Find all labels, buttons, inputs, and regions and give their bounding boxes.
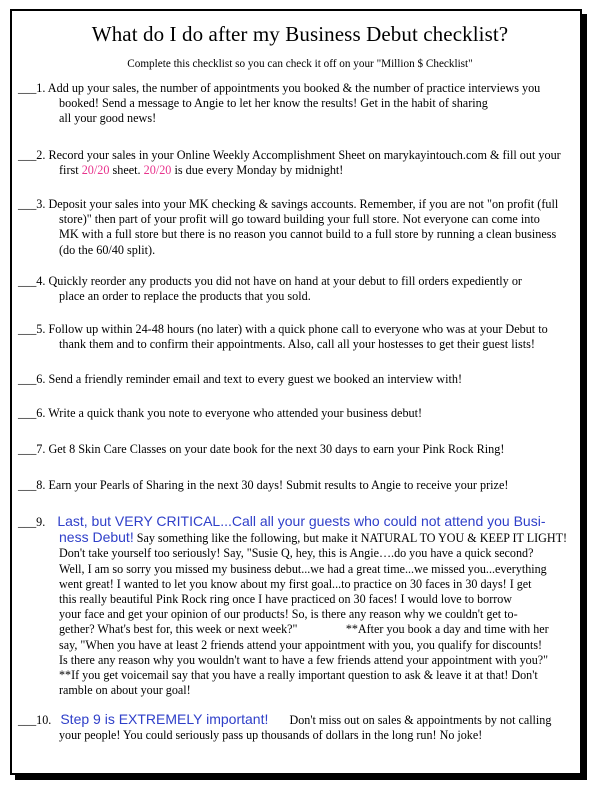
checklist-item-10	[18, 712, 570, 743]
item-text: ___6. Write a quick thank you note to everyone who attended your business debut!	[18, 406, 423, 420]
item-number: ___10.	[18, 713, 52, 727]
page-subtitle: Complete this checklist so you can check it off on your "Million $ Checklist"	[127, 58, 473, 70]
item-text: Say something like the following, but make it NATURAL TO YOU & KEEP IT LIGHT!	[133, 531, 568, 546]
checklist-item-3	[18, 197, 570, 258]
item-text: thank them and to confirm their appointments. Also, call all your hostesses to get their guest lists!	[59, 337, 535, 352]
item-text: Is there any reason why you wouldn't want to have a few friends attend your appointment with you?"	[59, 652, 549, 667]
checklist-item-7	[18, 442, 570, 457]
checklist-item-6-thank-you	[18, 406, 570, 421]
item-text: Well, I am so sorry you missed my business debut...we had a great time...we missed you...everything	[59, 561, 547, 576]
item-text: ___7. Get 8 Skin Care Classes on your date book for the next 30 days to earn your Pink Rock Ring!	[18, 442, 505, 456]
item-text-line	[18, 712, 570, 728]
item-text: went great! I wanted to let you know about my first goal...to practice on 30 faces in 30 days! I get	[59, 576, 532, 591]
checklist-item-5	[18, 322, 570, 352]
item-text: ___3. Deposit your sales into your MK checking & savings accounts. Remember, if you are not "on profit (full	[18, 197, 559, 211]
item-text: ramble on about your goal!	[59, 683, 191, 698]
item-text: store)" then part of your profit will go toward building your full store. Not everyone can come into	[59, 212, 540, 227]
item-text: ___4. Quickly reorder any products you did not have on hand at your debut to fill orders expediently or	[18, 274, 522, 288]
critical-heading-cont: ness Debut!	[59, 529, 134, 546]
item-text: ___5. Follow up within 24-48 hours (no later) with a quick phone call to everyone who was at your Debut to	[18, 322, 548, 336]
page-title: What do I do after my Business Debut checklist?	[91, 22, 509, 46]
checklist-item-4	[18, 274, 570, 304]
checklist-item-1	[18, 81, 570, 127]
item-text: booked! Send a message to Angie to let her know the results! Get in the habit of sharing	[59, 96, 488, 111]
item-text: Don't miss out on sales & appointments by not calling	[289, 713, 552, 727]
item-text: is due every Monday by midnight!	[171, 163, 344, 178]
highlight-2020: 20/20	[143, 163, 172, 178]
checklist-item-8	[18, 478, 570, 493]
item-text-line	[18, 530, 570, 546]
critical-heading: Last, but VERY CRITICAL...Call all your guests who could not attend you Busi-	[57, 513, 546, 529]
item-text: your people! You could seriously pass up thousands of dollars in the long run! No joke!	[59, 728, 483, 743]
item-text: MK with a full store but there is no reason you cannot build to a full store by running a clean business	[59, 227, 557, 242]
item-text-line	[18, 514, 570, 530]
item-text: **If you get voicemail say that you have a really important question to ask & leave it at that! Don't	[59, 668, 538, 683]
item-text: first	[59, 163, 82, 178]
item-text: gether? What's best for, this week or next week?" **After you book a day and time with her	[59, 622, 549, 637]
item-text: ___8. Earn your Pearls of Sharing in the next 30 days! Submit results to Angie to receive your prize!	[18, 478, 509, 492]
important-heading: Step 9 is EXTREMELY important!	[60, 711, 269, 727]
item-text: ___6. Send a friendly reminder email and text to every guest we booked an interview with!	[18, 372, 463, 386]
item-text: Don't take yourself too seriously! Say, "Susie Q, hey, this is Angie….do you have a quick second?	[59, 546, 534, 561]
item-text: place an order to replace the products that you sold.	[59, 289, 311, 304]
highlight-2020: 20/20	[81, 163, 110, 178]
item-text: say, "When you have at least 2 friends attend your appointment with you, you qualify for discounts!	[59, 637, 543, 652]
item-text: sheet.	[109, 163, 144, 178]
item-text-line	[18, 163, 570, 178]
item-text: this really beautiful Pink Rock ring once I have practiced on 30 faces! I would love to borrow	[59, 592, 513, 607]
item-text: all your good news!	[59, 111, 157, 126]
item-text: ___1. Add up your sales, the number of appointments you booked & the number of practice interviews you	[18, 81, 541, 95]
checklist-item-6-reminder	[18, 372, 570, 387]
item-number: ___9.	[18, 515, 46, 529]
item-text: your face and get your opinion of our products! So, is there any reason why we couldn't get to-	[59, 607, 518, 622]
checklist-item-2	[18, 148, 570, 178]
checklist-item-9	[18, 514, 570, 698]
item-text: (do the 60/40 split).	[59, 242, 156, 257]
item-text: ___2. Record your sales in your Online Weekly Accomplishment Sheet on marykayintouch.com & fill out your	[18, 148, 561, 162]
